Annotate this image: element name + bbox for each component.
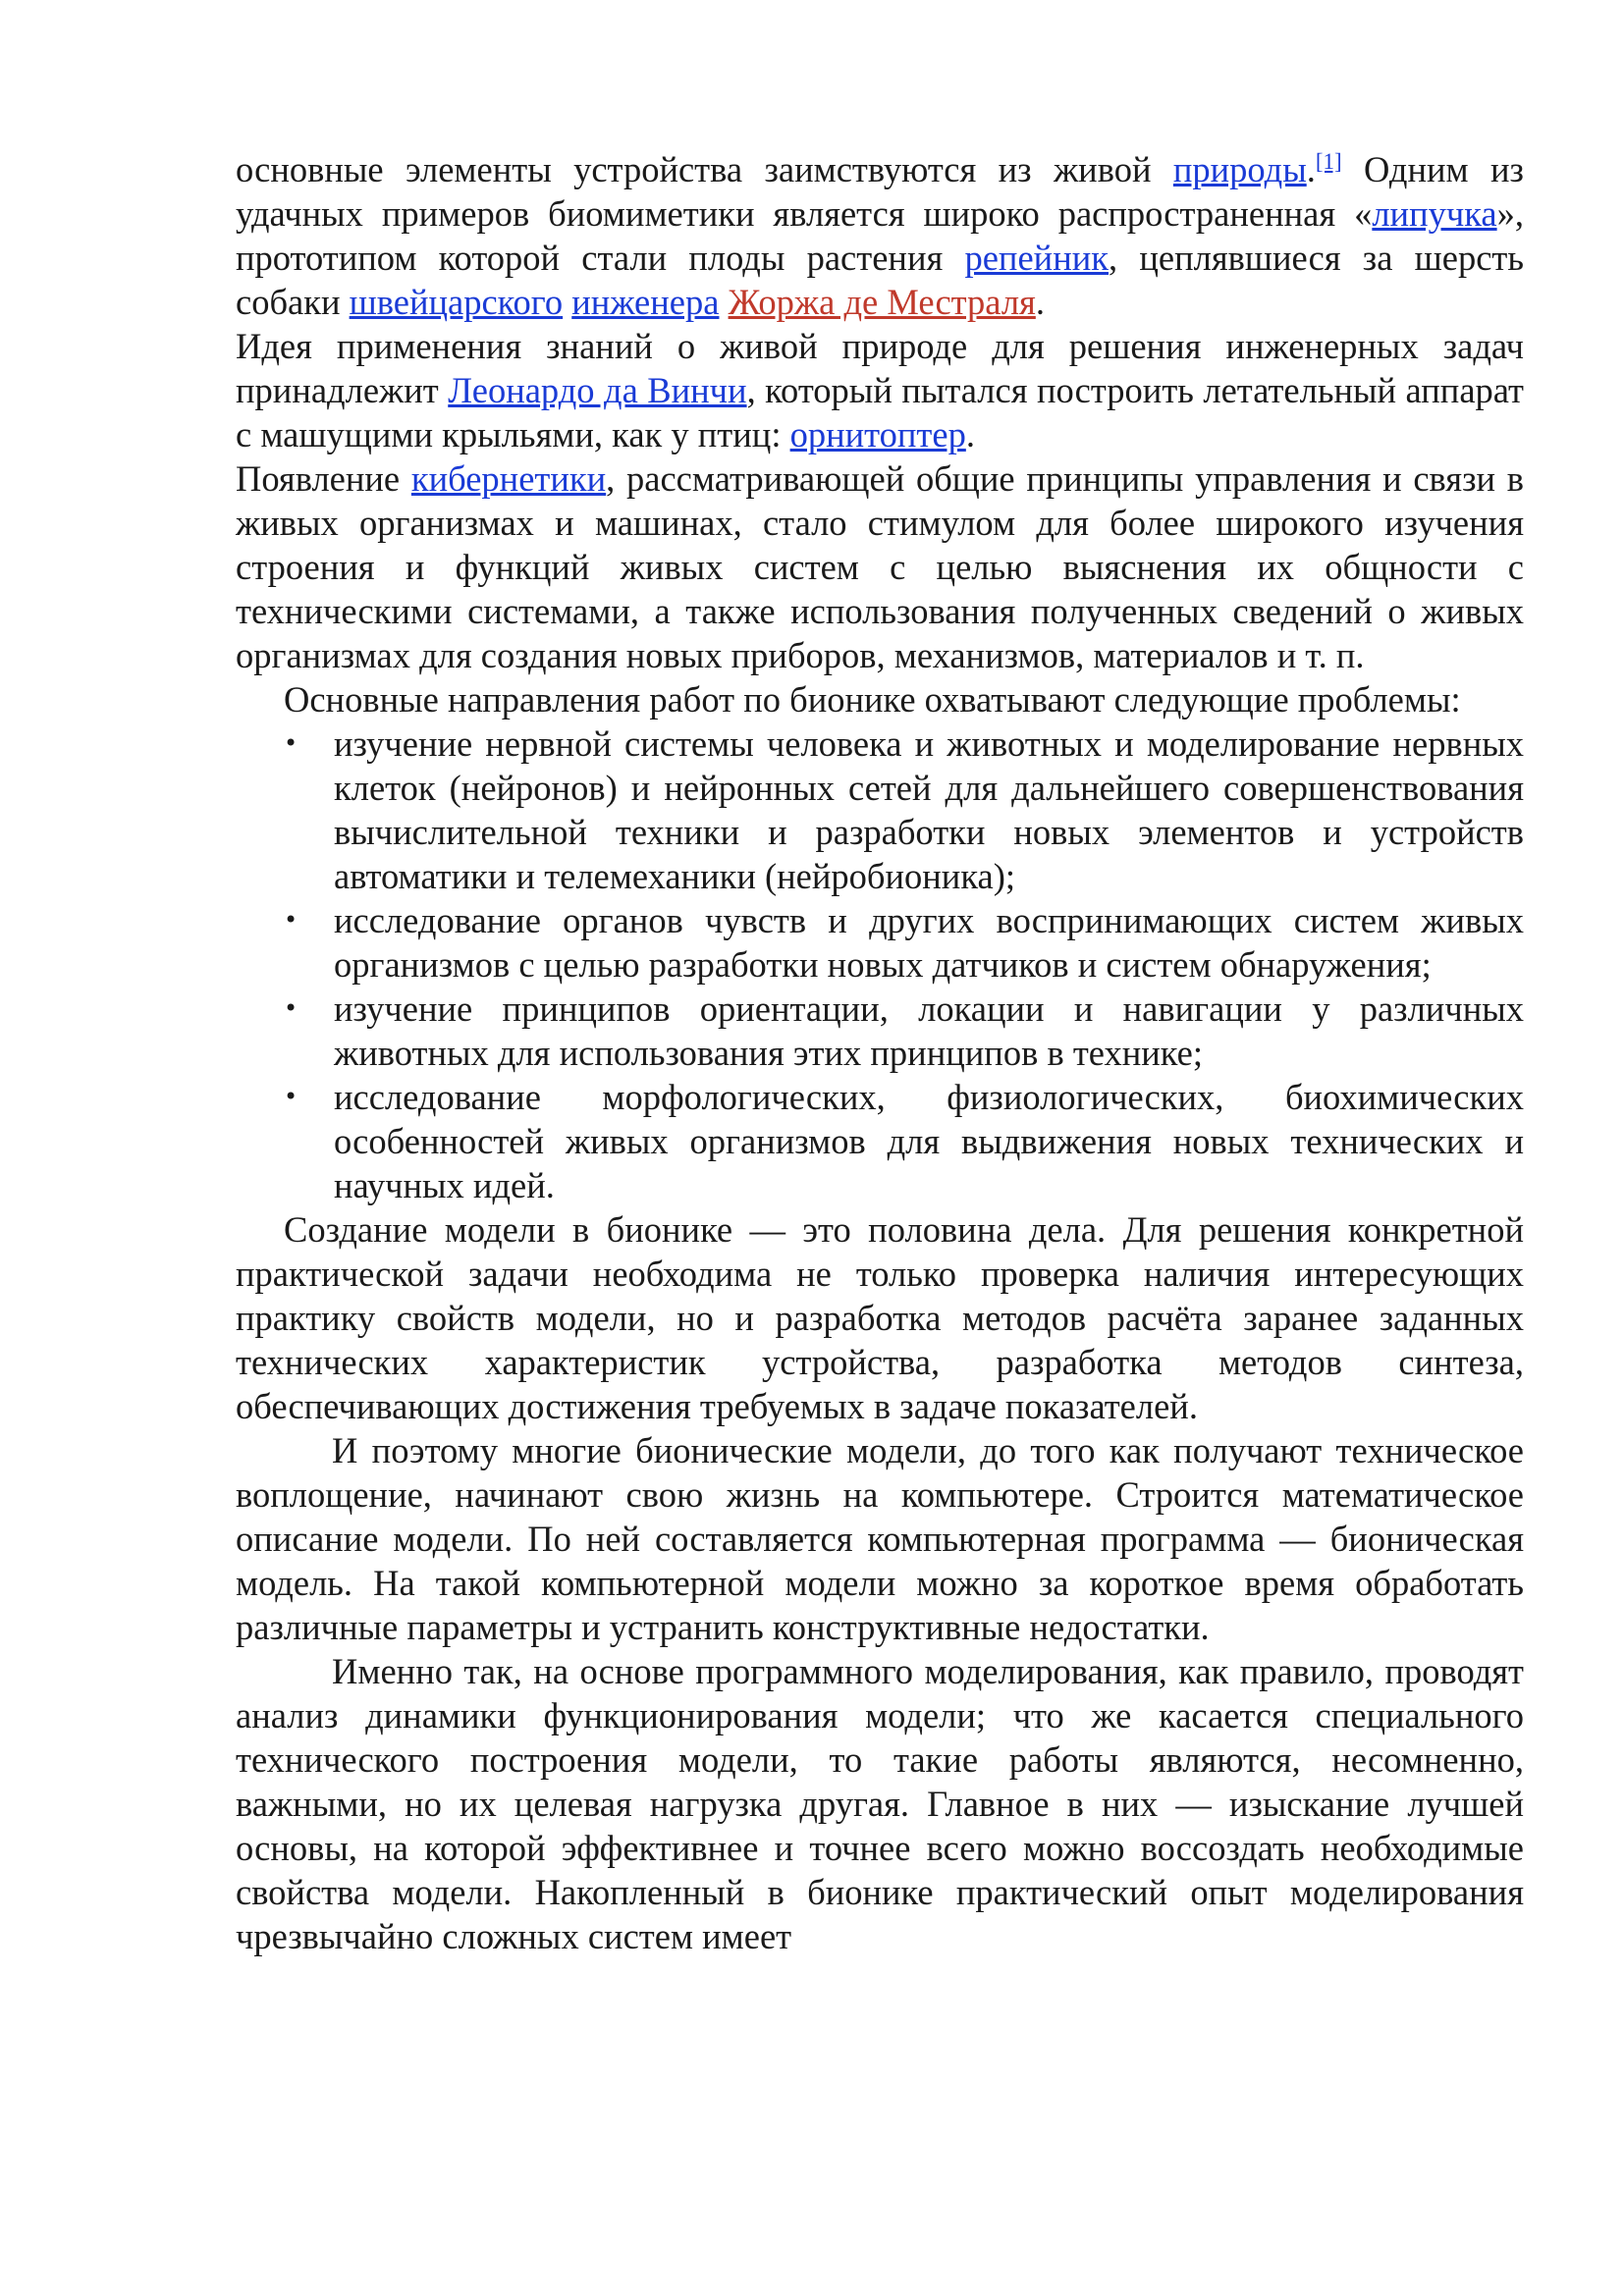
link-repeinik[interactable]: репейник — [964, 238, 1110, 278]
document-page — [236, 147, 1524, 1958]
list-item: • изучение нервной системы человека и животных и моделирование нервных клеток (нейронов) и нейронных сетей для дальнейшего совершенствования вычислительной техники и разработки новых элементов и устройств автоматики и телемеханики (нейробионика); — [284, 723, 1524, 896]
list-item: • исследование морфологических, физиологических, биохимических особенностей живых организмов для выдвижения новых технических и научных идей. — [284, 1077, 1524, 1205]
paragraph-4: Основные направления работ по бионике охватывают следующие проблемы: — [284, 679, 1461, 720]
link-ornitopter[interactable]: орнитоптер — [789, 414, 966, 454]
link-zhorzh-de-mestral[interactable]: Жоржа де Местраля — [728, 282, 1036, 322]
paragraph-6: И поэтому многие бионические модели, до того как получают техническое воплощение, начинают свою жизнь на компьютере. Строится математическое описание модели. По ней составляется компьютерная программа — бионическая модель. На такой компьютерной модели можно за короткое время обработать различные параметры и устранить конструктивные недостатки. — [236, 1430, 1524, 1647]
footnote-ref-1[interactable]: [1] — [1315, 148, 1342, 174]
link-kibernetika[interactable]: кибернетики — [410, 458, 607, 499]
link-inzhenera[interactable]: инженера — [571, 282, 720, 322]
paragraph-2: Идея применения знаний о живой природе для решения инженерных задач принадлежит Леонардо да Винчи, который пытался построить летательный аппарат с машущими крыльями, как у птиц: орнитоптер. — [236, 326, 1524, 454]
bullet-icon: • — [284, 906, 298, 934]
paragraph-7: Именно так, на основе программного моделирования, как правило, проводят анализ динамики функционирования модели; что же касается специального технического построения модели, то такие работы являются, несомненно, важными, но их целевая нагрузка другая. Главное в них — изыскание лучшей основы, на которой эффективнее и точнее всего можно воссоздать необходимые свойства модели. Накопленный в бионике практический опыт моделирования чрезвычайно сложных систем имеет — [236, 1651, 1524, 1956]
bullet-icon: • — [284, 994, 298, 1022]
link-shveitsarskogo[interactable]: швейцарского — [349, 282, 564, 322]
paragraph-1: основные элементы устройства заимствуются из живой природы.[1] Одним из удачных примеров биомиметики является широко распространенная «липучка», прототипом которой стали плоды растения репейник, цеплявшиеся за шерсть собаки швейцарского инженера Жоржа де Местраля. — [236, 148, 1524, 322]
list-item: • исследование органов чувств и других воспринимающих систем живых организмов с целью разработки новых датчиков и систем обнаружения; — [284, 900, 1524, 985]
bullet-list — [236, 721, 1524, 1207]
link-lipuchka[interactable]: липучка — [1372, 193, 1497, 234]
bullet-icon: • — [284, 729, 298, 757]
link-prirody[interactable]: природы — [1172, 149, 1307, 189]
paragraph-3: Появление кибернетики, рассматривающей общие принципы управления и связи в живых организмах и машинах, стало стимулом для более широкого изучения строения и функций живых систем с целью выяснения их общности с техническими системами, а также использования полученных сведений о живых организмах для создания новых приборов, механизмов, материалов и т. п. — [236, 458, 1524, 675]
bullet-icon: • — [284, 1083, 298, 1110]
paragraph-5: Создание модели в бионике — это половина дела. Для решения конкретной практической задачи необходима не только проверка наличия интересующих практику свойств модели, но и разработка методов расчёта заранее заданных технических характеристик устройства, разработка методов синтеза, обеспечивающих достижения требуемых в задаче показателей. — [236, 1209, 1524, 1426]
link-leonardo-da-vinci[interactable]: Леонардо да Винчи — [448, 370, 747, 410]
list-item: • изучение принципов ориентации, локации и навигации у различных животных для использования этих принципов в технике; — [284, 988, 1524, 1073]
